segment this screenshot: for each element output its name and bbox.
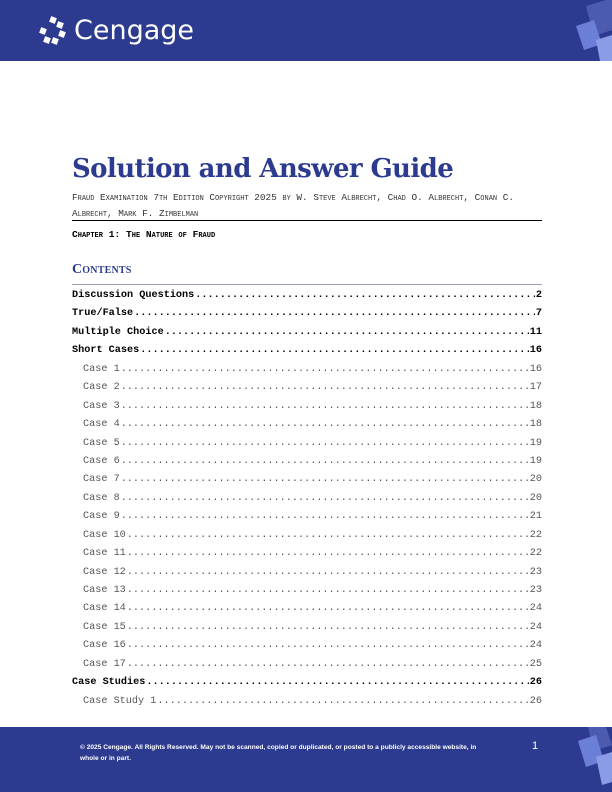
- toc-dot-leader: [121, 438, 529, 449]
- toc-dot-leader: [121, 474, 529, 485]
- toc-entry[interactable]: [72, 622, 542, 640]
- toc-entry-label: Case 17: [83, 658, 126, 670]
- toc-entry-page: 2: [535, 290, 542, 301]
- toc-dot-leader: [121, 511, 529, 522]
- toc-entry-page: 18: [529, 400, 542, 412]
- toc-dot-leader: [195, 290, 535, 301]
- contents-heading: Contents: [72, 262, 132, 277]
- toc-entry-label: Case 2: [83, 382, 120, 394]
- toc-dot-leader: [165, 327, 529, 338]
- toc-dot-leader: [121, 382, 529, 393]
- toc-entry[interactable]: [72, 401, 542, 419]
- toc-entry-page: 18: [529, 419, 542, 431]
- toc-dot-leader: [127, 548, 529, 559]
- toc-entry[interactable]: [72, 548, 542, 566]
- toc-entry-page: 19: [529, 437, 542, 449]
- toc-entry[interactable]: [72, 585, 542, 603]
- toc-entry[interactable]: [72, 659, 542, 677]
- toc-entry-label: Case 7: [83, 474, 120, 486]
- toc-dot-leader: [121, 419, 529, 430]
- toc-entry-label: Case 12: [83, 566, 126, 578]
- toc-entry-label: True/False: [72, 308, 134, 320]
- corner-decoration-icon: [576, 727, 612, 792]
- toc-entry-label: Case 6: [83, 455, 120, 467]
- toc-dot-leader: [121, 493, 529, 504]
- toc-entry-page: 16: [529, 363, 542, 375]
- toc-entry-page: 23: [529, 566, 542, 578]
- toc-entry[interactable]: [72, 696, 542, 714]
- document-title: Solution and Answer Guide: [72, 154, 454, 184]
- toc-entry[interactable]: [72, 640, 542, 658]
- toc-dot-leader: [127, 567, 529, 578]
- toc-entry-label: Case 3: [83, 400, 120, 412]
- toc-entry-label: Case 11: [83, 548, 126, 560]
- toc-entry-page: 17: [529, 382, 542, 394]
- brand-logo: [38, 14, 194, 48]
- contents-rule: [72, 284, 542, 285]
- toc-entry[interactable]: [72, 456, 542, 474]
- toc-dot-leader: [121, 401, 529, 412]
- toc-entry[interactable]: [72, 308, 542, 326]
- toc-entry[interactable]: [72, 364, 542, 382]
- toc-entry-page: 24: [529, 640, 542, 652]
- toc-entry-page: 25: [529, 658, 542, 670]
- toc-dot-leader: [134, 308, 535, 319]
- toc-entry-page: 19: [529, 455, 542, 467]
- toc-entry[interactable]: [72, 419, 542, 437]
- cengage-mark-icon: [38, 16, 68, 46]
- corner-decoration-icon: [572, 0, 612, 61]
- toc-entry[interactable]: [72, 677, 542, 695]
- toc-entry[interactable]: [72, 345, 542, 363]
- header-band: [0, 0, 612, 61]
- toc-entry-page: 24: [529, 621, 542, 633]
- toc-entry-label: Case 8: [83, 492, 120, 504]
- toc-entry-page: 26: [529, 695, 542, 707]
- document-subtitle: Fraud Examination 7th Edition Copyright 2025 by W. Steve Albrecht, Chad O. Albrecht, Conan C. Albrecht, Mark F. Zimbelman: [72, 192, 514, 219]
- toc-entry[interactable]: [72, 382, 542, 400]
- toc-dot-leader: [127, 585, 529, 596]
- toc-entry[interactable]: [72, 493, 542, 511]
- toc-entry[interactable]: [72, 290, 542, 308]
- toc-entry[interactable]: [72, 474, 542, 492]
- toc-entry-page: 23: [529, 585, 542, 596]
- toc-dot-leader: [127, 659, 529, 670]
- toc-entry[interactable]: [72, 530, 542, 548]
- title-rule: [72, 220, 542, 221]
- toc-dot-leader: [121, 456, 529, 467]
- toc-dot-leader: [157, 696, 528, 707]
- toc-entry-page: 22: [529, 548, 542, 560]
- toc-entry[interactable]: [72, 603, 542, 621]
- toc-entry-page: 20: [529, 492, 542, 504]
- toc-entry-label: Short Cases: [72, 345, 140, 357]
- toc-entry-label: Case 13: [83, 585, 126, 596]
- toc-entry-label: Case 14: [83, 603, 126, 615]
- toc-dot-leader: [127, 622, 529, 633]
- toc-dot-leader: [146, 677, 528, 688]
- toc-entry-page: 21: [529, 511, 542, 523]
- toc-entry[interactable]: [72, 567, 542, 585]
- toc-dot-leader: [121, 364, 529, 375]
- toc-entry-label: Case Studies: [72, 677, 146, 689]
- toc-dot-leader: [127, 640, 529, 651]
- toc-entry-page: 20: [529, 474, 542, 486]
- toc-entry[interactable]: [72, 511, 542, 529]
- toc-entry-label: Discussion Questions: [72, 290, 195, 301]
- toc-entry-label: Case 10: [83, 529, 126, 541]
- toc-entry-label: Case 4: [83, 419, 120, 431]
- footer-band: [0, 727, 612, 792]
- toc-entry-page: 22: [529, 529, 542, 541]
- toc-entry-label: Case 1: [83, 363, 120, 375]
- toc-entry[interactable]: [72, 327, 542, 345]
- toc-dot-leader: [127, 603, 529, 614]
- toc-entry-page: 11: [529, 326, 542, 338]
- toc-entry-label: Case 15: [83, 621, 126, 633]
- toc-entry-page: 7: [535, 308, 542, 320]
- toc-entry-label: Case Study 1: [83, 695, 157, 707]
- toc-entry-page: 16: [529, 345, 542, 357]
- toc-dot-leader: [140, 345, 529, 356]
- table-of-contents: [72, 290, 542, 714]
- chapter-heading: Chapter 1: The Nature of Fraud: [72, 229, 216, 240]
- footer-copyright: © 2025 Cengage. All Rights Reserved. May not be scanned, copied or duplicated, or posted to a publicly accessible website, in whole or in part.: [80, 744, 477, 762]
- page-number: 1: [532, 740, 539, 752]
- toc-entry-label: Case 9: [83, 511, 120, 523]
- toc-dot-leader: [127, 530, 529, 541]
- toc-entry-label: Multiple Choice: [72, 326, 164, 338]
- brand-name: Cengage: [74, 15, 195, 46]
- toc-entry-page: 24: [529, 603, 542, 615]
- toc-entry-page: 26: [529, 677, 542, 689]
- toc-entry-label: Case 16: [83, 640, 126, 652]
- toc-entry-label: Case 5: [83, 437, 120, 449]
- toc-entry[interactable]: [72, 438, 542, 456]
